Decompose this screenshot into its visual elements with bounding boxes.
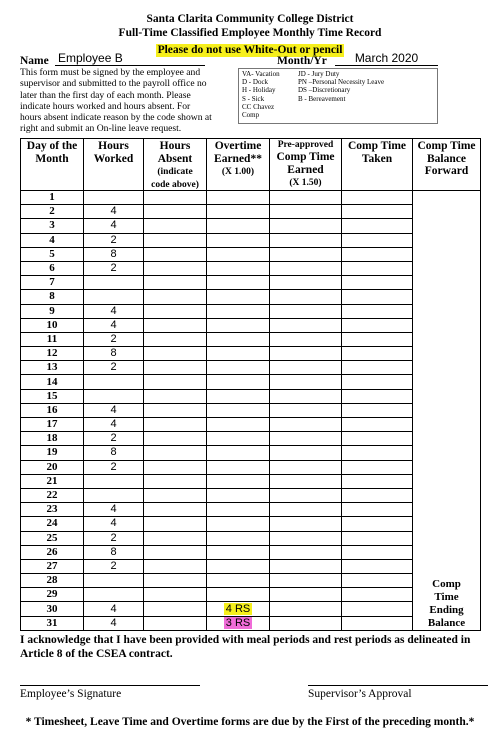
- comp-taken-cell[interactable]: [342, 318, 413, 332]
- overtime-cell[interactable]: [207, 616, 270, 630]
- ending-balance-label: Ending: [429, 603, 464, 616]
- code-discretionary: DS –Discretionary: [298, 86, 351, 95]
- hours-absent-cell[interactable]: [144, 488, 207, 502]
- comp-taken-cell[interactable]: [342, 602, 413, 616]
- overtime-cell[interactable]: [207, 191, 270, 205]
- hours-absent-cell[interactable]: [144, 219, 207, 233]
- hours-worked-cell[interactable]: [84, 375, 144, 389]
- hours-absent-cell[interactable]: [144, 503, 207, 517]
- preapproved-comp-cell[interactable]: [270, 474, 342, 488]
- hours-absent-cell[interactable]: [144, 361, 207, 375]
- hours-worked-cell[interactable]: 4: [84, 517, 144, 531]
- hours-worked-cell[interactable]: 2: [84, 332, 144, 346]
- hours-worked-cell[interactable]: [84, 389, 144, 403]
- preapproved-comp-cell[interactable]: [270, 531, 342, 545]
- preapproved-comp-cell[interactable]: [270, 432, 342, 446]
- overtime-cell[interactable]: [207, 488, 270, 502]
- hours-worked-cell[interactable]: 2: [84, 432, 144, 446]
- instruction-line: right and submit an On-line leave request.: [20, 123, 182, 135]
- comp-taken-cell[interactable]: [342, 389, 413, 403]
- table-row: [21, 261, 481, 275]
- preapproved-comp-cell[interactable]: [270, 418, 342, 432]
- comp-taken-cell[interactable]: [342, 531, 413, 545]
- instruction-line: indicate hours worked and hours absent. For: [20, 100, 191, 112]
- day-cell: 24: [21, 517, 84, 531]
- overtime-cell[interactable]: [207, 276, 270, 290]
- comp-taken-cell[interactable]: [342, 290, 413, 304]
- table-row: [21, 545, 481, 559]
- hours-worked-cell[interactable]: [84, 191, 144, 205]
- overtime-cell[interactable]: [207, 503, 270, 517]
- preapproved-comp-cell[interactable]: [270, 375, 342, 389]
- table-header-row: [21, 139, 481, 191]
- table-row: [21, 588, 481, 602]
- hours-absent-cell[interactable]: [144, 616, 207, 630]
- hours-worked-cell[interactable]: 4: [84, 602, 144, 616]
- col-preapproved-comp-earned: Pre-approved Comp Time Earned (X 1.50): [270, 139, 342, 191]
- preapproved-comp-cell[interactable]: [270, 290, 342, 304]
- comp-taken-cell[interactable]: [342, 616, 413, 630]
- table-row: [21, 290, 481, 304]
- overtime-cell[interactable]: [207, 432, 270, 446]
- comp-taken-cell[interactable]: [342, 304, 413, 318]
- comp-taken-cell[interactable]: [342, 375, 413, 389]
- preapproved-comp-cell[interactable]: [270, 616, 342, 630]
- day-cell: 23: [21, 503, 84, 517]
- comp-taken-cell[interactable]: [342, 517, 413, 531]
- table-row: [21, 389, 481, 403]
- preapproved-comp-cell[interactable]: [270, 233, 342, 247]
- comp-taken-cell[interactable]: [342, 588, 413, 602]
- day-cell: 17: [21, 418, 84, 432]
- hours-worked-cell[interactable]: 2: [84, 559, 144, 573]
- hours-worked-cell[interactable]: 2: [84, 531, 144, 545]
- overtime-cell[interactable]: [207, 361, 270, 375]
- preapproved-comp-cell[interactable]: [270, 219, 342, 233]
- hours-absent-cell[interactable]: [144, 290, 207, 304]
- table-row: [21, 276, 481, 290]
- day-cell: 11: [21, 332, 84, 346]
- hours-worked-cell[interactable]: 8: [84, 446, 144, 460]
- comp-taken-cell[interactable]: [342, 418, 413, 432]
- district-title: Santa Clarita Community College District: [146, 13, 354, 25]
- day-cell: 1: [21, 191, 84, 205]
- overtime-cell[interactable]: [207, 290, 270, 304]
- code-sick: S - Sick: [242, 94, 265, 103]
- day-cell: 20: [21, 460, 84, 474]
- table-row: [21, 191, 481, 205]
- day-cell: 27: [21, 559, 84, 573]
- hours-worked-cell[interactable]: 4: [84, 418, 144, 432]
- table-row: [21, 403, 481, 417]
- comp-taken-cell[interactable]: [342, 332, 413, 346]
- col-hours-absent: Hours Absent (indicate code above): [144, 139, 207, 191]
- hours-worked-cell[interactable]: [84, 588, 144, 602]
- hours-absent-cell[interactable]: [144, 559, 207, 573]
- overtime-cell[interactable]: [207, 602, 270, 616]
- month-year-field[interactable]: March 2020: [335, 51, 438, 66]
- name-label: Name: [20, 55, 49, 67]
- col-hours-worked: Hours Worked: [84, 139, 144, 191]
- comp-taken-cell[interactable]: [342, 205, 413, 219]
- hours-absent-cell[interactable]: [144, 389, 207, 403]
- day-cell: 9: [21, 304, 84, 318]
- table-row: [21, 233, 481, 247]
- hours-absent-cell[interactable]: [144, 205, 207, 219]
- preapproved-comp-cell[interactable]: [270, 261, 342, 275]
- instruction-line: hours absent indicate reason by the code shown at: [20, 112, 212, 124]
- overtime-cell[interactable]: [207, 219, 270, 233]
- day-cell: 10: [21, 318, 84, 332]
- day-cell: 13: [21, 361, 84, 375]
- overtime-cell[interactable]: [207, 545, 270, 559]
- hours-absent-cell[interactable]: [144, 574, 207, 588]
- comp-taken-cell[interactable]: [342, 460, 413, 474]
- day-cell: 16: [21, 403, 84, 417]
- preapproved-comp-cell[interactable]: [270, 559, 342, 573]
- overtime-entry: 3 RS: [225, 616, 251, 629]
- hours-absent-cell[interactable]: [144, 517, 207, 531]
- overtime-entry: 4 RS: [225, 602, 251, 615]
- table-row: [21, 517, 481, 531]
- comp-taken-cell[interactable]: [342, 446, 413, 460]
- preapproved-comp-cell[interactable]: [270, 361, 342, 375]
- table-row: [21, 460, 481, 474]
- code-bereavement: B - Bereavement: [298, 94, 346, 103]
- employee-signature-line[interactable]: [20, 685, 200, 686]
- hours-absent-cell[interactable]: [144, 460, 207, 474]
- preapproved-comp-cell[interactable]: [270, 403, 342, 417]
- comp-taken-cell[interactable]: [342, 474, 413, 488]
- overtime-cell[interactable]: [207, 403, 270, 417]
- hours-absent-cell[interactable]: [144, 375, 207, 389]
- overtime-cell[interactable]: [207, 446, 270, 460]
- day-cell: 8: [21, 290, 84, 304]
- absence-codes-box: [238, 68, 438, 124]
- hours-absent-cell[interactable]: [144, 261, 207, 275]
- day-cell: 22: [21, 488, 84, 502]
- hours-worked-cell[interactable]: 2: [84, 261, 144, 275]
- day-cell: 30: [21, 602, 84, 616]
- comp-taken-cell[interactable]: [342, 191, 413, 205]
- day-cell: 12: [21, 347, 84, 361]
- hours-worked-cell[interactable]: 2: [84, 361, 144, 375]
- employee-signature-label: Employee’s Signature: [20, 688, 122, 700]
- table-row: [21, 418, 481, 432]
- hours-worked-cell[interactable]: 4: [84, 503, 144, 517]
- day-cell: 21: [21, 474, 84, 488]
- hours-worked-cell[interactable]: [84, 474, 144, 488]
- overtime-cell[interactable]: [207, 418, 270, 432]
- hours-worked-cell[interactable]: 8: [84, 347, 144, 361]
- no-whiteout-notice: Please do not use White-Out or pencil: [157, 44, 343, 56]
- hours-absent-cell[interactable]: [144, 418, 207, 432]
- overtime-cell[interactable]: [207, 332, 270, 346]
- hours-absent-cell[interactable]: [144, 474, 207, 488]
- comp-taken-cell[interactable]: [342, 233, 413, 247]
- preapproved-comp-cell[interactable]: [270, 574, 342, 588]
- comp-taken-cell[interactable]: [342, 403, 413, 417]
- acknowledgement-statement: I acknowledge that I have been provided with meal periods and rest periods as delineated in Article 8 of the CSEA contract.: [20, 634, 471, 660]
- instruction-line: supervisor and submitted to the payroll office no: [20, 78, 207, 90]
- overtime-cell[interactable]: [207, 588, 270, 602]
- ending-balance-label: Time: [434, 590, 459, 603]
- hours-worked-cell[interactable]: [84, 276, 144, 290]
- time-record-table: [20, 138, 481, 631]
- preapproved-comp-cell[interactable]: [270, 503, 342, 517]
- code-dock: D - Dock: [242, 78, 269, 87]
- overtime-cell[interactable]: [207, 389, 270, 403]
- day-cell: 14: [21, 375, 84, 389]
- table-row: [21, 247, 481, 261]
- table-row: [21, 574, 481, 588]
- hours-worked-cell[interactable]: 4: [84, 304, 144, 318]
- table-row: [21, 432, 481, 446]
- comp-taken-cell[interactable]: [342, 347, 413, 361]
- hours-absent-cell[interactable]: [144, 276, 207, 290]
- overtime-cell[interactable]: [207, 318, 270, 332]
- preapproved-comp-cell[interactable]: [270, 389, 342, 403]
- hours-worked-cell[interactable]: 8: [84, 247, 144, 261]
- ending-balance-label: Balance: [427, 616, 466, 629]
- day-cell: 31: [21, 616, 84, 630]
- code-jury-duty: JD - Jury Duty: [298, 70, 340, 78]
- preapproved-comp-cell[interactable]: [270, 332, 342, 346]
- comp-taken-cell[interactable]: [342, 361, 413, 375]
- day-cell: 15: [21, 389, 84, 403]
- code-chavez: CC Chavez: [242, 102, 275, 111]
- code-holiday: H - Holiday: [242, 86, 276, 95]
- col-comp-time-taken: Comp Time Taken: [342, 139, 413, 191]
- hours-worked-cell[interactable]: 4: [84, 205, 144, 219]
- preapproved-comp-cell[interactable]: [270, 488, 342, 502]
- day-cell: 29: [21, 588, 84, 602]
- day-cell: 28: [21, 574, 84, 588]
- due-date-footnote: * Timesheet, Leave Time and Overtime forms are due by the First of the preceding month.*: [25, 716, 475, 728]
- hours-absent-cell[interactable]: [144, 318, 207, 332]
- hours-absent-cell[interactable]: [144, 332, 207, 346]
- overtime-cell[interactable]: [207, 233, 270, 247]
- preapproved-comp-cell[interactable]: [270, 446, 342, 460]
- preapproved-comp-cell[interactable]: [270, 347, 342, 361]
- overtime-cell[interactable]: [207, 474, 270, 488]
- comp-ending-balance-cell[interactable]: [413, 191, 481, 631]
- preapproved-comp-cell[interactable]: [270, 517, 342, 531]
- instructions: [20, 67, 240, 135]
- hours-absent-cell[interactable]: [144, 602, 207, 616]
- table-row: [21, 375, 481, 389]
- hours-absent-cell[interactable]: [144, 403, 207, 417]
- overtime-cell[interactable]: [207, 531, 270, 545]
- overtime-cell[interactable]: [207, 304, 270, 318]
- hours-worked-cell[interactable]: 4: [84, 616, 144, 630]
- month-year-label: Month/Yr: [277, 55, 327, 67]
- preapproved-comp-cell[interactable]: [270, 588, 342, 602]
- day-cell: 25: [21, 531, 84, 545]
- overtime-cell[interactable]: [207, 247, 270, 261]
- preapproved-comp-cell[interactable]: [270, 191, 342, 205]
- table-row: [21, 503, 481, 517]
- hours-absent-cell[interactable]: [144, 588, 207, 602]
- hours-absent-cell[interactable]: [144, 233, 207, 247]
- day-cell: 4: [21, 233, 84, 247]
- table-row: [21, 361, 481, 375]
- table-row: [21, 488, 481, 502]
- col-comp-balance-forward: Comp Time Balance Forward: [413, 139, 481, 191]
- comp-taken-cell[interactable]: [342, 488, 413, 502]
- code-personal-necessity: PN –Personal Necessity Leave: [298, 78, 385, 87]
- overtime-cell[interactable]: [207, 347, 270, 361]
- day-cell: 2: [21, 205, 84, 219]
- form-title: Full-Time Classified Employee Monthly Time Record: [118, 27, 382, 39]
- overtime-cell[interactable]: [207, 517, 270, 531]
- code-vacation: VA- Vacation: [242, 70, 280, 78]
- preapproved-comp-cell[interactable]: [270, 205, 342, 219]
- comp-taken-cell[interactable]: [342, 276, 413, 290]
- comp-taken-cell[interactable]: [342, 545, 413, 559]
- table-row: [21, 205, 481, 219]
- overtime-cell[interactable]: [207, 460, 270, 474]
- comp-taken-cell[interactable]: [342, 261, 413, 275]
- hours-absent-cell[interactable]: [144, 304, 207, 318]
- day-cell: 7: [21, 276, 84, 290]
- comp-taken-cell[interactable]: [342, 559, 413, 573]
- table-row: [21, 602, 481, 616]
- supervisor-approval-label: Supervisor’s Approval: [308, 688, 412, 700]
- hours-worked-cell[interactable]: 2: [84, 460, 144, 474]
- table-row: [21, 474, 481, 488]
- comp-taken-cell[interactable]: [342, 432, 413, 446]
- preapproved-comp-cell[interactable]: [270, 304, 342, 318]
- col-overtime-earned: Overtime Earned** (X 1.00): [207, 139, 270, 191]
- overtime-cell[interactable]: [207, 261, 270, 275]
- day-cell: 18: [21, 432, 84, 446]
- table-row: [21, 446, 481, 460]
- instruction-line: This form must be signed by the employee and: [20, 67, 201, 78]
- ending-balance-label: Comp: [432, 577, 461, 590]
- overtime-cell[interactable]: [207, 375, 270, 389]
- comp-taken-cell[interactable]: [342, 219, 413, 233]
- hours-absent-cell[interactable]: [144, 432, 207, 446]
- day-cell: 26: [21, 545, 84, 559]
- comp-taken-cell[interactable]: [342, 574, 413, 588]
- table-row: [21, 347, 481, 361]
- overtime-cell[interactable]: [207, 559, 270, 573]
- table-row: [21, 559, 481, 573]
- hours-absent-cell[interactable]: [144, 545, 207, 559]
- hours-absent-cell[interactable]: [144, 531, 207, 545]
- comp-taken-cell[interactable]: [342, 247, 413, 261]
- day-cell: 6: [21, 261, 84, 275]
- hours-worked-cell[interactable]: 4: [84, 219, 144, 233]
- day-cell: 19: [21, 446, 84, 460]
- hours-worked-cell[interactable]: 2: [84, 233, 144, 247]
- hours-absent-cell[interactable]: [144, 247, 207, 261]
- overtime-cell[interactable]: [207, 574, 270, 588]
- day-cell: 5: [21, 247, 84, 261]
- preapproved-comp-cell[interactable]: [270, 545, 342, 559]
- hours-worked-cell[interactable]: [84, 574, 144, 588]
- hours-absent-cell[interactable]: [144, 191, 207, 205]
- code-comp: Comp: [242, 111, 260, 120]
- hours-worked-cell[interactable]: [84, 290, 144, 304]
- table-row: [21, 616, 481, 630]
- hours-absent-cell[interactable]: [144, 446, 207, 460]
- comp-taken-cell[interactable]: [342, 503, 413, 517]
- table-row: [21, 318, 481, 332]
- hours-worked-cell[interactable]: 4: [84, 403, 144, 417]
- table-row: [21, 219, 481, 233]
- preapproved-comp-cell[interactable]: [270, 276, 342, 290]
- overtime-cell[interactable]: [207, 205, 270, 219]
- table-row: [21, 332, 481, 346]
- preapproved-comp-cell[interactable]: [270, 318, 342, 332]
- hours-worked-cell[interactable]: 8: [84, 545, 144, 559]
- supervisor-signature-line[interactable]: [308, 685, 488, 686]
- preapproved-comp-cell[interactable]: [270, 602, 342, 616]
- hours-worked-cell[interactable]: 4: [84, 318, 144, 332]
- col-day-of-month: Day of the Month: [21, 139, 84, 191]
- preapproved-comp-cell[interactable]: [270, 247, 342, 261]
- hours-absent-cell[interactable]: [144, 347, 207, 361]
- name-field[interactable]: Employee B: [55, 51, 205, 66]
- hours-worked-cell[interactable]: [84, 488, 144, 502]
- table-row: [21, 304, 481, 318]
- instruction-line: later than the first day of each month. Please: [20, 89, 191, 101]
- preapproved-comp-cell[interactable]: [270, 460, 342, 474]
- table-row: [21, 531, 481, 545]
- day-cell: 3: [21, 219, 84, 233]
